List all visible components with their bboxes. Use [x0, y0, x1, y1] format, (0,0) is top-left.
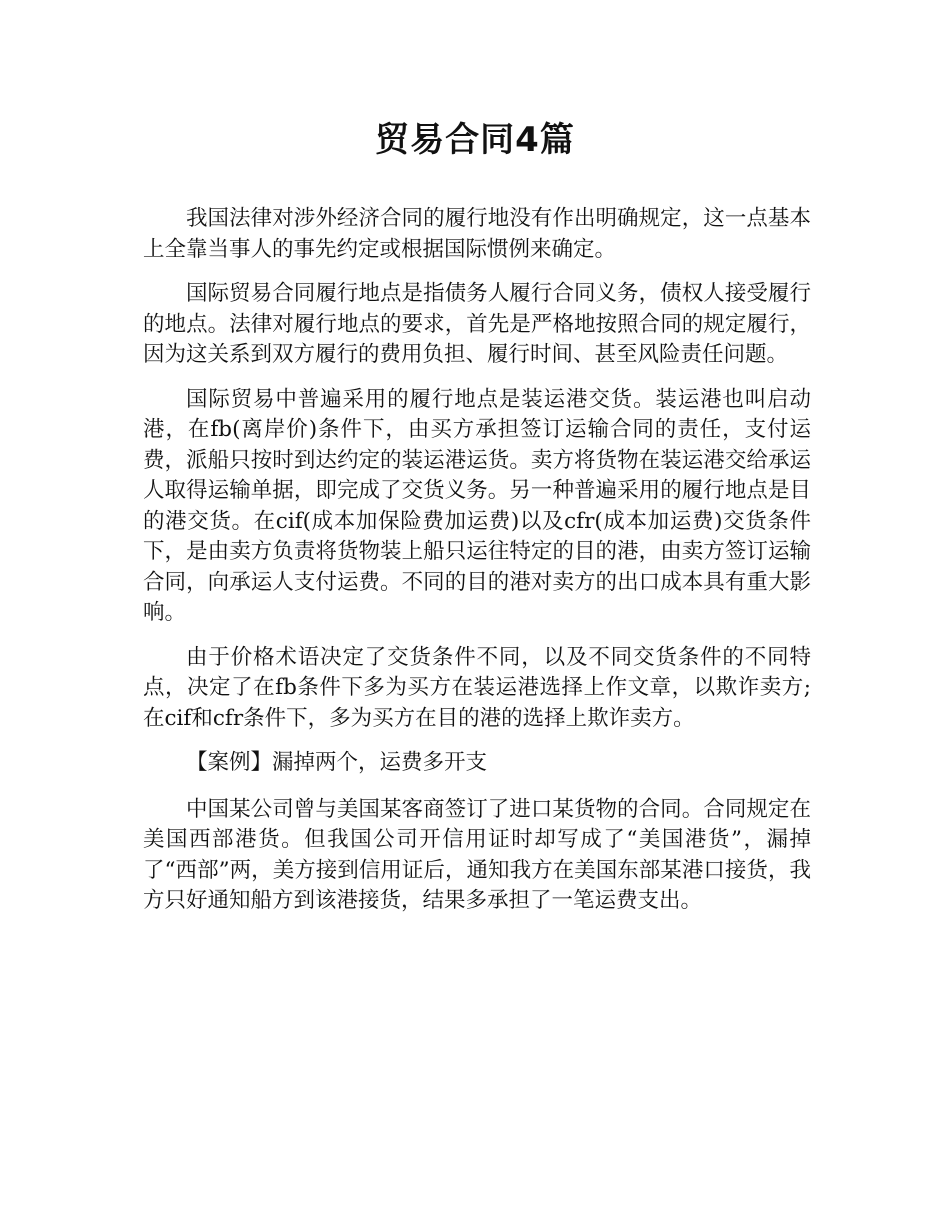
paragraph-2: 国际贸易合同履行地点是指债务人履行合同义务，债权人接受履行的地点。法律对履行地点的要求，首先是严格地按照合同的规定履行，因为这关系到双方履行的费用负担、履行时间、甚至风险责任问题。: [143, 281, 811, 367]
paragraph-3: 国际贸易中普遍采用的履行地点是装运港交货。装运港也叫启动港，在fb(离岸价)条件下，由买方承担签订运输合同的责任，支付运费，派船只按时到达约定的装运港运货。卖方将货物在装运港交给承运人取得运输单据，即完成了交货义务。另一种普遍采用的履行地点是目的港交货。在cif(成本加保险费加运费)以及cfr(成本加运费)交货条件下，是由卖方负责将货物装上船只运往特定的目的港，由卖方签订运输合同，向承运人支付运费。不同的目的港对卖方的出口成本具有重大影响。: [143, 386, 811, 625]
case-heading: 【案例】漏掉两个，运费多开支: [186, 750, 488, 775]
paragraph-1: 我国法律对涉外经济合同的履行地没有作出明确规定，这一点基本上全靠当事人的事先约定或根据国际惯例来确定。: [143, 206, 811, 262]
document-body: [143, 204, 811, 931]
paragraph-4: 由于价格术语决定了交货条件不同，以及不同交货条件的不同特点，决定了在fb条件下多为买方在装运港选择上作文章，以欺诈卖方;在cif和cfr条件下，多为买方在目的港的选择上欺诈卖方。: [143, 644, 811, 731]
document-title: 贸易合同4篇: [375, 120, 575, 160]
paragraph-5: 中国某公司曾与美国某客商签订了进口某货物的合同。合同规定在美国西部港货。但我国公司开信用证时却写成了“美国港货”，漏掉了“西部”两，美方接到信用证后，通知我方在美国东部某港口接货，我方只好通知船方到该港接货，结果多承担了一笔运费支出。: [143, 796, 811, 913]
